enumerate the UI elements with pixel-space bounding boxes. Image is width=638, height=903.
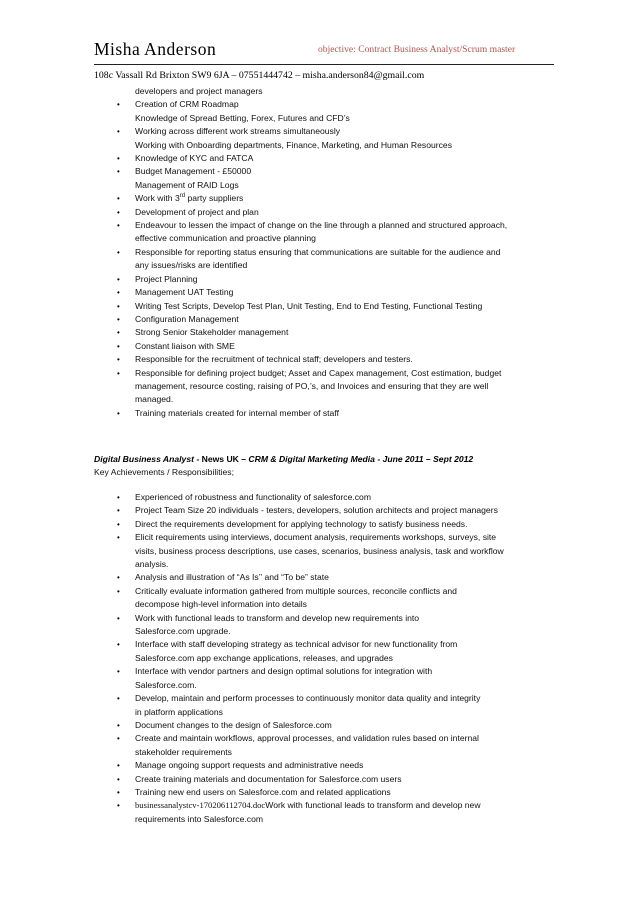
bullet-text: Management of RAID Logs bbox=[135, 179, 239, 190]
bullet-item bbox=[0, 313, 555, 326]
bullet-dot-icon: • bbox=[117, 368, 120, 378]
bullet-dot-icon: • bbox=[117, 301, 120, 311]
bullet-item bbox=[0, 407, 555, 420]
bullet-dot-icon: • bbox=[117, 667, 120, 677]
bullet-text: any issues/risks are identified bbox=[135, 260, 248, 271]
bullet-item-continuation bbox=[0, 179, 555, 192]
bullet-item bbox=[0, 192, 555, 205]
bullet-item bbox=[0, 300, 555, 313]
bullet-text: Responsible for reporting status ensuring that communications are suitable for the audience and bbox=[135, 246, 501, 257]
bullet-text: Working with Onboarding departments, Finance, Marketing, and Human Resources bbox=[135, 139, 453, 150]
bullet-item-continuation bbox=[0, 232, 555, 245]
bullet-dot-icon: • bbox=[117, 586, 120, 596]
bullet-item bbox=[0, 491, 555, 504]
bullet-item bbox=[0, 799, 555, 812]
bullet-text: Training new end users on Salesforce.com and related applications bbox=[135, 786, 391, 797]
bullet-item bbox=[0, 719, 555, 732]
bullet-text: in platform applications bbox=[135, 706, 223, 717]
bullet-text: Working across different work streams simultaneously bbox=[135, 126, 341, 137]
bullet-dot-icon: • bbox=[117, 720, 120, 730]
bullet-item bbox=[0, 367, 555, 380]
bullet-text: Experienced of robustness and functionality of salesforce.com bbox=[135, 492, 371, 502]
bullet-text: Create training materials and documentation for Salesforce.com users bbox=[135, 773, 402, 784]
bullet-text: Budget Management - £50000 bbox=[135, 166, 252, 177]
bullet-dot-icon: • bbox=[117, 694, 120, 704]
bullet-item-continuation bbox=[0, 598, 555, 611]
bullet-text: Develop, maintain and perform processes to continuously monitor data quality and integrity bbox=[135, 693, 481, 704]
bullet-text: Salesforce.com app exchange applications, releases, and upgrades bbox=[135, 652, 393, 663]
bullet-item bbox=[0, 732, 555, 745]
bullet-text-part: Work with 3 bbox=[135, 193, 180, 204]
bullet-dot-icon: • bbox=[117, 774, 120, 784]
header bbox=[94, 38, 554, 65]
bullet-text: Manage ongoing support requests and administrative needs bbox=[135, 760, 364, 771]
bullet-item bbox=[0, 219, 555, 232]
bullet-item bbox=[0, 353, 555, 366]
bullet-item bbox=[0, 246, 555, 259]
bullet-text: visits, business process descriptions, use cases, scenarios, business analysis, task and workflow bbox=[135, 545, 504, 556]
bullet-item bbox=[0, 165, 555, 178]
bullet-item bbox=[0, 571, 555, 584]
bullet-dot-icon: • bbox=[117, 573, 120, 583]
bullet-text: Elicit requirements using interviews, document analysis, requirements workshops, surveys, site bbox=[135, 532, 497, 543]
document-filename: businessanalystcv-170206112704.doc bbox=[135, 800, 266, 811]
key-achievements-heading: Key Achievements / Responsibilities; bbox=[94, 467, 234, 477]
bullet-item-continuation bbox=[0, 679, 555, 692]
bullet-dot-icon: • bbox=[117, 640, 120, 650]
bullet-text: Project Team Size 20 individuals - testers, developers, solution architects and project managers bbox=[135, 505, 498, 516]
bullet-text: Strong Senior Stakeholder management bbox=[135, 327, 289, 338]
bullet-item-continuation bbox=[0, 652, 555, 665]
bullet-text-part: Work with functional leads to transform and develop new bbox=[265, 800, 481, 811]
bullet-text: Interface with staff developing strategy as technical advisor for new functionality from bbox=[135, 639, 458, 650]
bullet-dot-icon: • bbox=[117, 127, 120, 137]
bullet-dot-icon: • bbox=[117, 328, 120, 338]
bullet-item bbox=[0, 612, 555, 625]
bullet-item bbox=[0, 786, 555, 799]
bullet-text: managed. bbox=[135, 394, 174, 405]
bullet-dot-icon: • bbox=[117, 801, 120, 811]
bullet-dot-icon: • bbox=[117, 288, 120, 298]
bullet-dot-icon: • bbox=[117, 100, 120, 110]
bullet-item bbox=[0, 518, 555, 531]
bullet-dot-icon: • bbox=[117, 274, 120, 284]
bullet-item bbox=[0, 125, 555, 138]
bullet-text: analysis. bbox=[135, 559, 169, 570]
bullet-dot-icon: • bbox=[117, 247, 120, 257]
responsibilities-list bbox=[0, 85, 555, 420]
candidate-name: Misha Anderson bbox=[94, 39, 217, 59]
contact-line: 108c Vassall Rd Brixton SW9 6JA – 07551444742 – misha.anderson84@gmail.com bbox=[94, 70, 425, 81]
bullet-dot-icon: • bbox=[117, 533, 120, 543]
bullet-text: Constant liaison with SME bbox=[135, 340, 235, 351]
bullet-item bbox=[0, 585, 555, 598]
bullet-text: Critically evaluate information gathered from multiple sources, reconcile conflicts and bbox=[135, 585, 457, 596]
bullet-item bbox=[0, 665, 555, 678]
bullet-item bbox=[0, 98, 555, 111]
job-role: Digital Business Analyst - bbox=[94, 454, 200, 464]
bullet-item bbox=[0, 773, 555, 786]
bullet-text: Training materials created for internal member of staff bbox=[135, 407, 339, 418]
bullet-dot-icon: • bbox=[117, 355, 120, 365]
bullet-text bbox=[135, 799, 555, 812]
bullet-item bbox=[0, 340, 555, 353]
bullet-text: Direct the requirements development for applying technology to satisfy business needs. bbox=[135, 518, 468, 529]
bullet-item-continuation bbox=[0, 259, 555, 272]
bullet-item bbox=[0, 152, 555, 165]
bullet-item-continuation bbox=[0, 112, 555, 125]
bullet-dot-icon: • bbox=[117, 167, 120, 177]
bullet-dot-icon: • bbox=[117, 613, 120, 623]
bullet-item-continuation bbox=[0, 545, 555, 558]
bullet-text: Configuration Management bbox=[135, 313, 239, 324]
bullet-text: Management UAT Testing bbox=[135, 287, 234, 298]
bullet-text: Salesforce.com. bbox=[135, 679, 197, 690]
bullet-text: Salesforce.com upgrade. bbox=[135, 626, 231, 637]
bullet-text: Writing Test Scripts, Develop Test Plan, Unit Testing, End to End Testing, Functional Testing bbox=[135, 300, 483, 311]
bullet-item-continuation bbox=[0, 393, 555, 406]
bullet-item-continuation bbox=[0, 625, 555, 638]
bullet-dot-icon: • bbox=[117, 341, 120, 351]
bullet-text: Project Planning bbox=[135, 273, 198, 284]
bullet-text: Knowledge of Spread Betting, Forex, Futures and CFD’s bbox=[135, 112, 350, 123]
bullet-text: effective communication and proactive planning bbox=[135, 233, 316, 244]
bullet-dot-icon: • bbox=[117, 787, 120, 797]
bullet-text: stakeholder requirements bbox=[135, 746, 232, 757]
bullet-dot-icon: • bbox=[117, 194, 120, 204]
bullet-dot-icon: • bbox=[117, 761, 120, 771]
bullet-item-continuation bbox=[0, 558, 555, 571]
bullet-text: decompose high-level information into details bbox=[135, 599, 307, 610]
bullet-item bbox=[0, 759, 555, 772]
bullet-text: management, resource costing, raising of PO,’s, and Invoices and ensuring that they are well bbox=[135, 380, 489, 391]
bullet-text: Responsible for the recruitment of technical staff; developers and testers. bbox=[135, 354, 413, 365]
bullet-item-continuation bbox=[0, 813, 555, 826]
bullet-item bbox=[0, 638, 555, 651]
bullet-dot-icon: • bbox=[117, 408, 120, 418]
bullet-dot-icon: • bbox=[117, 207, 120, 217]
bullet-item bbox=[0, 326, 555, 339]
bullet-item-continuation bbox=[0, 746, 555, 759]
bullet-item-continuation bbox=[0, 380, 555, 393]
bullet-item-continuation bbox=[0, 706, 555, 719]
bullet-dot-icon: • bbox=[117, 506, 120, 516]
bullet-text: Interface with vendor partners and design optimal solutions for integration with bbox=[135, 666, 433, 677]
bullet-item-continuation bbox=[0, 139, 555, 152]
bullet-item bbox=[0, 206, 555, 219]
bullet-dot-icon: • bbox=[117, 314, 120, 324]
bullet-item bbox=[0, 692, 555, 705]
bullet-text: developers and project managers bbox=[135, 86, 263, 96]
bullet-text: requirements into Salesforce.com bbox=[135, 813, 264, 824]
job-details: – CRM & Digital Marketing Media - June 2011 – Sept 2012 bbox=[238, 454, 474, 464]
bullet-text bbox=[135, 192, 555, 205]
bullet-text: Knowledge of KYC and FATCA bbox=[135, 153, 254, 164]
achievements-list bbox=[0, 491, 555, 826]
job-company: News UK bbox=[199, 454, 239, 464]
job-title bbox=[94, 454, 473, 464]
bullet-dot-icon: • bbox=[117, 154, 120, 164]
bullet-item-continuation bbox=[0, 85, 555, 98]
bullet-text: Analysis and illustration of “As Is’’ and “To be” state bbox=[135, 572, 329, 583]
bullet-item bbox=[0, 504, 555, 517]
bullet-text: Endeavour to lessen the impact of change on the line through a planned and structured approach, bbox=[135, 220, 508, 231]
bullet-dot-icon: • bbox=[117, 734, 120, 744]
bullet-text: Document changes to the design of Salesforce.com bbox=[135, 719, 332, 730]
bullet-text: Work with functional leads to transform and develop new requirements into bbox=[135, 612, 420, 623]
bullet-text: Responsible for defining project budget; Asset and Capex management, Cost estimation, budget bbox=[135, 367, 502, 378]
bullet-text: Development of project and plan bbox=[135, 206, 259, 217]
bullet-text-part: party suppliers bbox=[185, 193, 244, 204]
bullet-item bbox=[0, 531, 555, 544]
bullet-dot-icon: • bbox=[117, 519, 120, 529]
bullet-dot-icon: • bbox=[117, 493, 120, 502]
objective-text: objective: Contract Business Analyst/Scrum master bbox=[318, 44, 516, 55]
bullet-text: Creation of CRM Roadmap bbox=[135, 99, 239, 110]
superscript: rd bbox=[179, 193, 186, 200]
bullet-text: Create and maintain workflows, approval processes, and validation rules based on internal bbox=[135, 733, 479, 744]
bullet-item bbox=[0, 286, 555, 299]
bullet-item bbox=[0, 273, 555, 286]
bullet-dot-icon: • bbox=[117, 221, 120, 231]
